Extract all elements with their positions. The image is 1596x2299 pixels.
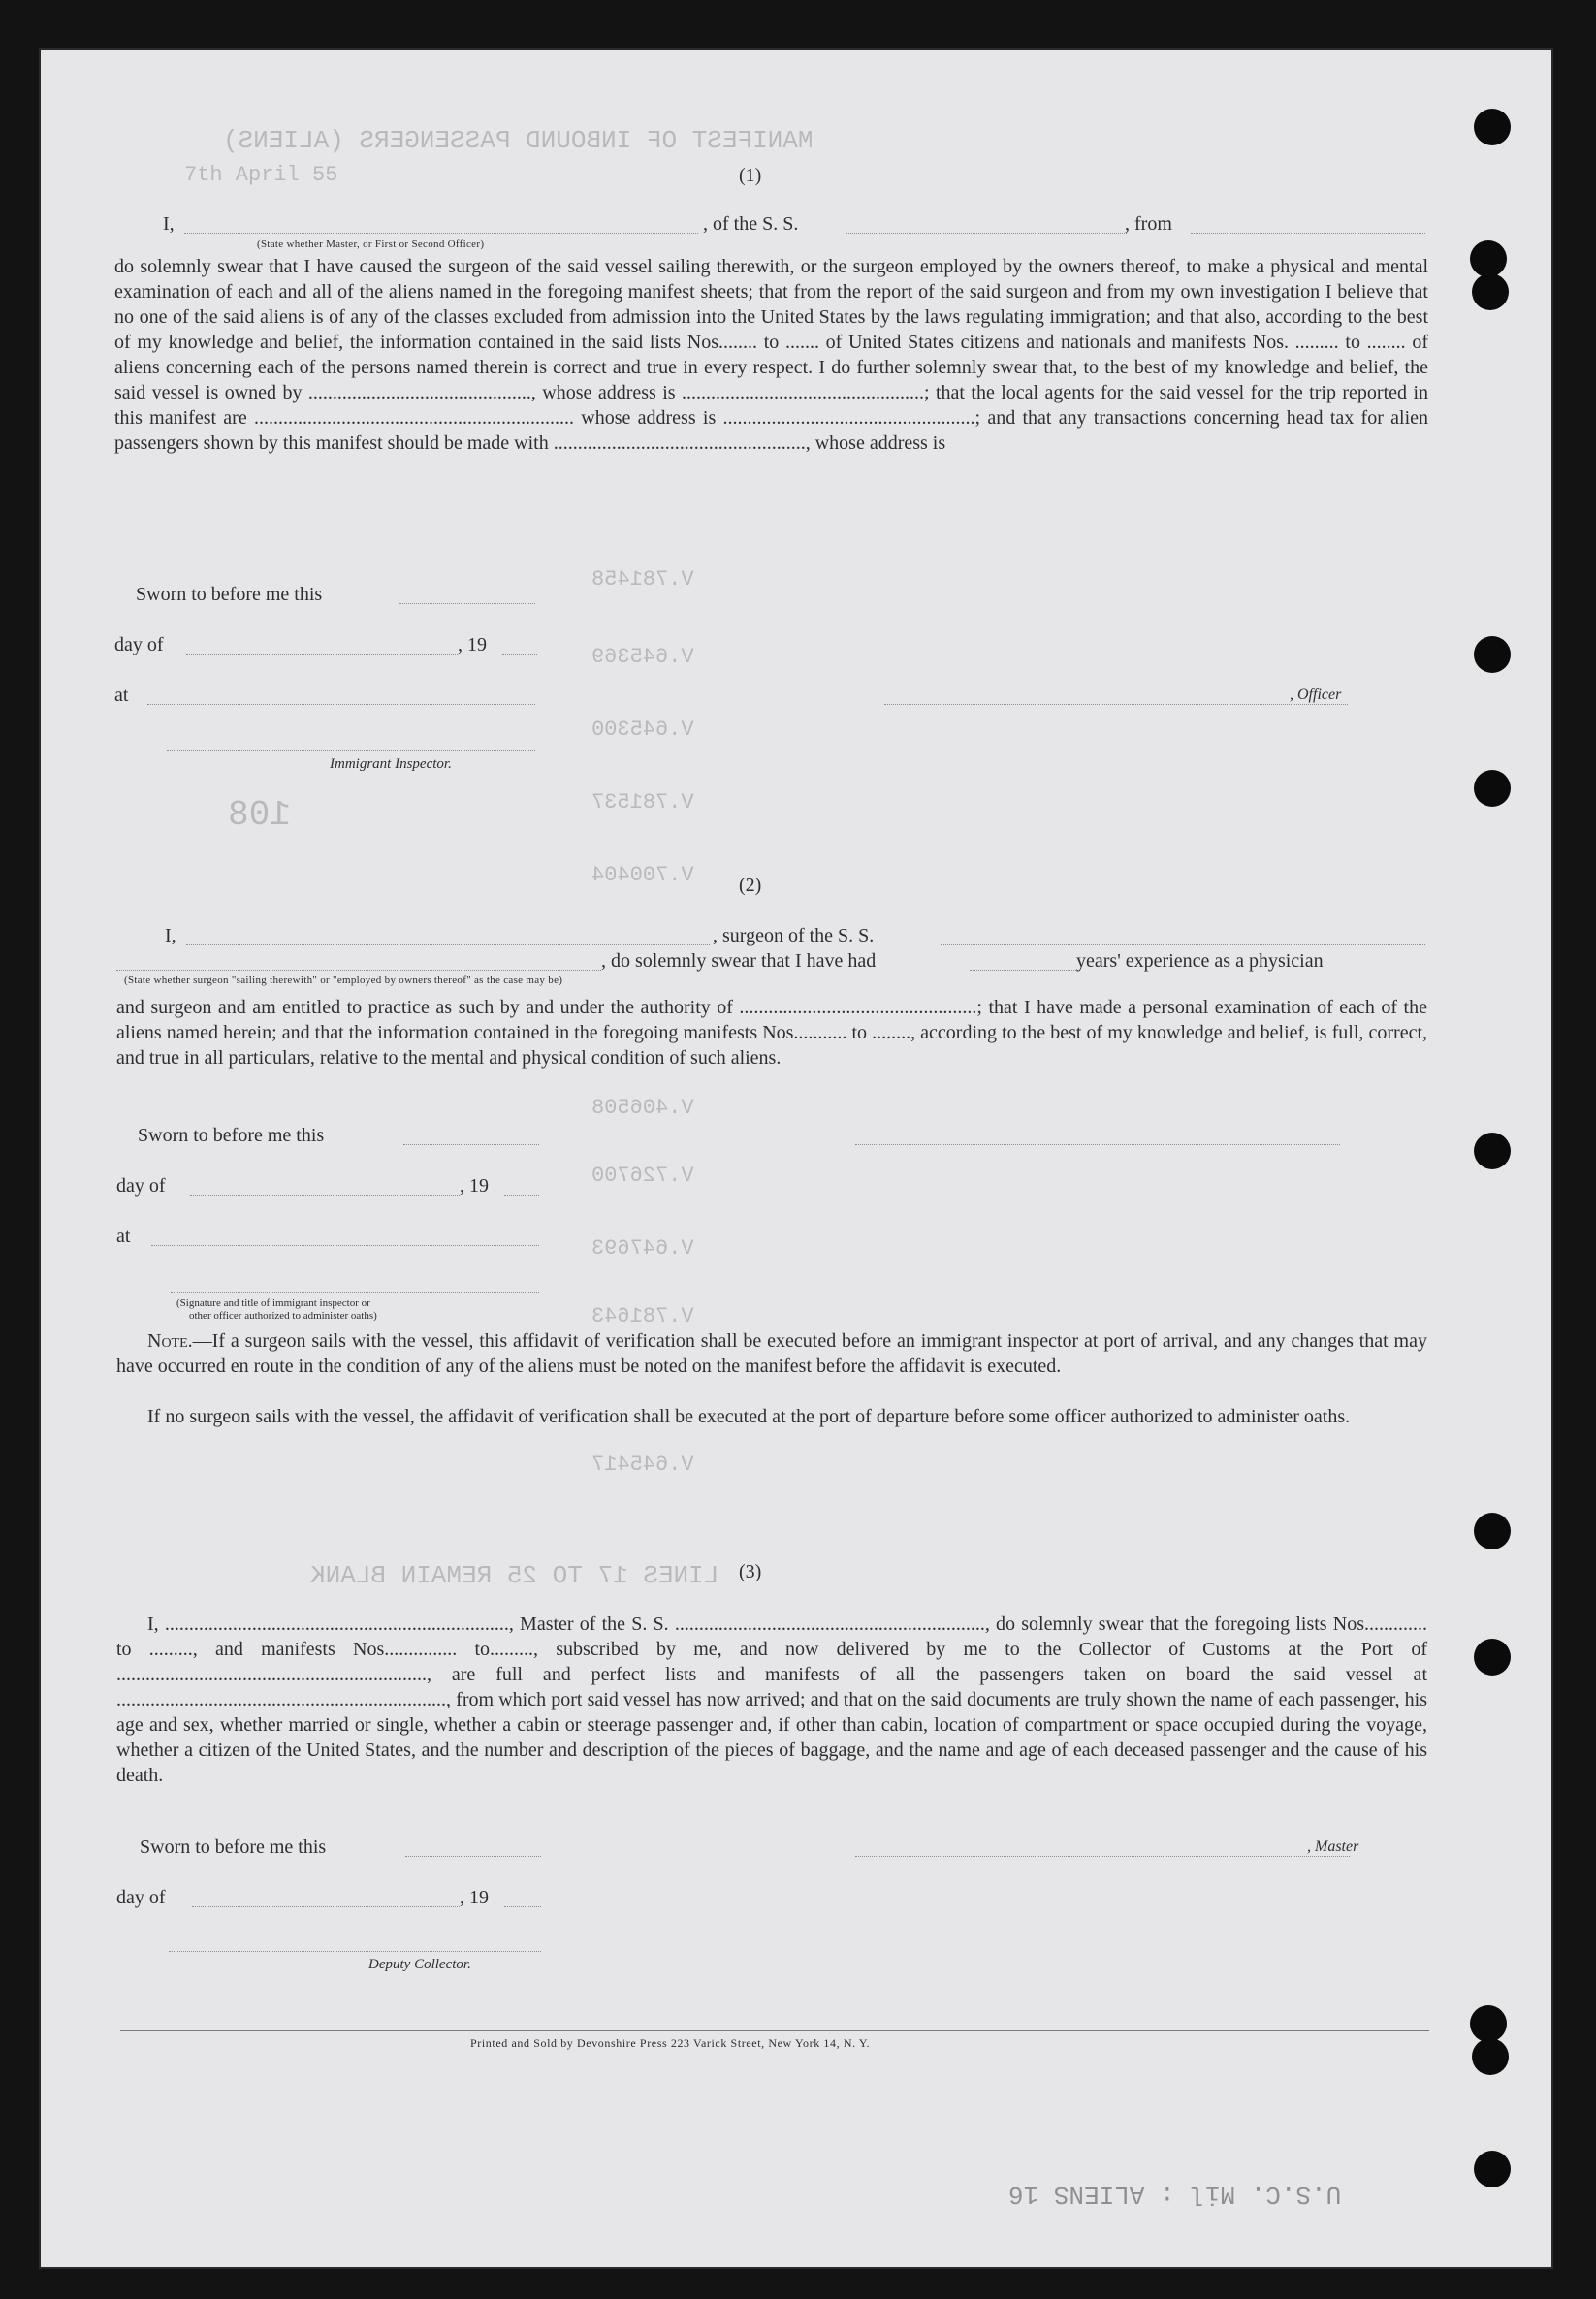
- ghost-visa-7: V.726700: [591, 1164, 694, 1188]
- ship-name-line: [846, 233, 1127, 234]
- section-3-deputy: Deputy Collector.: [368, 1957, 471, 1972]
- section-1-of-ss: , of the S. S.: [703, 213, 799, 235]
- punch-hole: [1470, 2005, 1507, 2042]
- ghost-visa-10: V.645417: [591, 1453, 694, 1477]
- at-line: [147, 704, 535, 705]
- punch-hole: [1472, 2038, 1509, 2075]
- footer-rule: [120, 2030, 1429, 2031]
- section-3-year-line: [504, 1906, 541, 1907]
- section-3-master: , Master: [1307, 1838, 1359, 1855]
- section-3-number: (3): [739, 1561, 762, 1582]
- master-name-line: [184, 233, 698, 234]
- section-1-state-whether: (State whether Master, or First or Second Officer): [257, 239, 485, 250]
- note-label: Note.: [147, 1330, 193, 1352]
- section-1-at: at: [114, 685, 129, 706]
- ghost-visa-3: V.645300: [591, 718, 694, 742]
- section-2-signature-note-1: (Signature and title of immigrant inspector or: [176, 1297, 370, 1309]
- section-1-sworn-label: Sworn to before me this: [136, 584, 323, 605]
- section-2-at-line: [151, 1245, 539, 1246]
- section-2-state-whether: (State whether surgeon "sailing therewith" or "employed by owners thereof" as the case may be): [124, 974, 563, 986]
- surgeon-name-line: [186, 944, 710, 945]
- section-2-note-2: If no surgeon sails with the vessel, the affidavit of verification shall be executed at the port of departure before some officer authorized to administer oaths.: [147, 1406, 1351, 1427]
- inspector-signature-line: [167, 750, 535, 751]
- section-2-sworn-line: [403, 1144, 539, 1145]
- section-3-day-of: day of: [116, 1887, 166, 1908]
- punch-hole: [1474, 109, 1511, 145]
- section-2-i-label: I,: [165, 925, 176, 946]
- section-2-sworn-label: Sworn to before me this: [138, 1125, 325, 1146]
- section-3-oath-paragraph: I, ......................................................................., Master of the S. S. ................................................................, do solemnly swear that the foregoing lists Nos............. to ........., and manifests Nos............... to........., subscribed by me, and now delivered by me to the Collector of Customs at the Port of ................................................................, are full and perfect lists and manifests of all the passengers taken on board the said vessel at ...................................................................., from which port said vessel has now arrived; and that on the said documents are truly shown the name of each passenger, his age and sex, whether married or single, whether a cabin or steerage passenger and, if other than cabin, location of compartment or space occupied during the voyage, whether a citizen of the United States, and the number and description of the pieces of baggage, and the name and age of each deceased passenger and the cause of his death.: [116, 1613, 1427, 1786]
- section-3-sworn-label: Sworn to before me this: [140, 1836, 327, 1858]
- punch-hole: [1472, 273, 1509, 310]
- punch-hole: [1474, 770, 1511, 807]
- section-2-number: (2): [739, 875, 762, 896]
- section-2-note: [116, 1328, 1427, 1379]
- year-line: [502, 654, 537, 655]
- master-signature-line: [855, 1856, 1350, 1857]
- ghost-visa-5: V.700404: [591, 863, 694, 887]
- day-of-line: [186, 654, 458, 655]
- section-2-year-line: [504, 1195, 539, 1196]
- punch-hole: [1474, 1513, 1511, 1549]
- ghost-visa-6: V.406508: [591, 1096, 694, 1120]
- section-2-year: , 19: [460, 1175, 489, 1197]
- footer-printer: Printed and Sold by Devonshire Press 223 Varick Street, New York 14, N. Y.: [470, 2036, 871, 2050]
- punch-hole: [1474, 1639, 1511, 1676]
- section-3-day-line: [192, 1906, 460, 1907]
- section-2-day-line: [190, 1195, 460, 1196]
- section-2-surgeon-of: , surgeon of the S. S.: [713, 925, 875, 946]
- officer-signature-line: [884, 704, 1348, 705]
- section-2-oath-paragraph: and surgeon and am entitled to practice as such by and under the authority of .................................................; that I have made a personal examination of each of the aliens named herein; and that the information contained in the foregoing manifests Nos........... to ........, according to the best of my knowledge and belief, is full, correct, and true in all particulars, relative to the mental and physical condition of such aliens.: [116, 997, 1427, 1069]
- section-2-signature-line: [171, 1292, 539, 1293]
- note-text: —If a surgeon sails with the vessel, this affidavit of verification shall be executed before an immigrant inspector at port of arrival, and any changes that may have occurred en route in the condition of any of the aliens must be noted on the manifest before the affidavit is executed.: [116, 1330, 1427, 1377]
- section-1-inspector: Immigrant Inspector.: [330, 756, 452, 772]
- surgeon-signature-line: [855, 1144, 1340, 1145]
- ghost-visa-8: V.647693: [591, 1236, 694, 1261]
- section-1-from: , from: [1125, 213, 1172, 235]
- section-1-officer: , Officer: [1290, 687, 1342, 703]
- years-line: [970, 970, 1076, 971]
- ghost-header: MANIFEST OF INBOUND PASSENGERS (ALIENS): [223, 126, 814, 155]
- section-3-year: , 19: [460, 1887, 489, 1908]
- ghost-date: 7th April 55: [184, 163, 338, 187]
- punch-hole: [1474, 636, 1511, 673]
- section-1-number: (1): [739, 165, 762, 186]
- section-1-year: , 19: [458, 634, 487, 655]
- punch-hole: [1474, 1133, 1511, 1169]
- ghost-visa-2: V.645369: [591, 645, 694, 669]
- section-1-day-of: day of: [114, 634, 164, 655]
- section-2-day-of: day of: [116, 1175, 166, 1197]
- section-2-signature-note-2: other officer authorized to administer oaths): [189, 1310, 377, 1322]
- section-1-i-label: I,: [163, 213, 175, 235]
- section-2-do-solemnly: , do solemnly swear that I have had: [601, 950, 877, 972]
- punch-hole: [1474, 2151, 1511, 2187]
- section-2-years-exp: years' experience as a physician: [1076, 950, 1324, 972]
- from-port-line: [1191, 233, 1425, 234]
- ghost-visa-4: V.781537: [591, 790, 694, 814]
- section-1-oath-paragraph: do solemnly swear that I have caused the surgeon of the said vessel sailing therewith, or the surgeon employed by the owners thereof, to make a physical and mental examination of each and all of the aliens named in the foregoing manifest sheets; that from the report of the said surgeon and from my own investigation I believe that no one of the said aliens is of any of the classes excluded from admission into the United States by the laws regulating immigration; and that also, according to the best of my knowledge and belief, the information contained in the said lists Nos........ to ....... of United States citizens and nationals and manifests Nos. ......... to ........ of aliens concerning each of the persons named therein is correct and true in every respect. I do further solemnly swear that, to the best of my knowledge and belief, the said vessel is owned by .............................................., whose address is ..................................................; that the local agents for the said vessel for the trip reported in this manifest are .................................................................. whose address is ....................................................; and that any transactions concerning head tax for alien passengers shown by this manifest should be made with ...................................................., whose address is: [114, 256, 1428, 454]
- ghost-stamp-number: 108: [228, 795, 291, 835]
- punch-hole: [1470, 240, 1507, 277]
- section-2-at: at: [116, 1226, 131, 1247]
- section-3-sworn-line: [405, 1856, 541, 1857]
- sworn-day-line: [399, 603, 535, 604]
- ghost-visa-1: V.781458: [591, 567, 694, 591]
- manifest-page: [39, 48, 1553, 2269]
- surgeon-status-line: [116, 970, 601, 971]
- ghost-footer-stamp: U.S.C. Mil : ALIENS 16: [1008, 2180, 1342, 2209]
- ghost-lines-blank: LINES 17 TO 25 REMAIN BLANK: [310, 1561, 719, 1590]
- surgeon-ship-line: [941, 944, 1425, 945]
- deputy-signature-line: [169, 1951, 541, 1952]
- ghost-visa-9: V.781643: [591, 1304, 694, 1328]
